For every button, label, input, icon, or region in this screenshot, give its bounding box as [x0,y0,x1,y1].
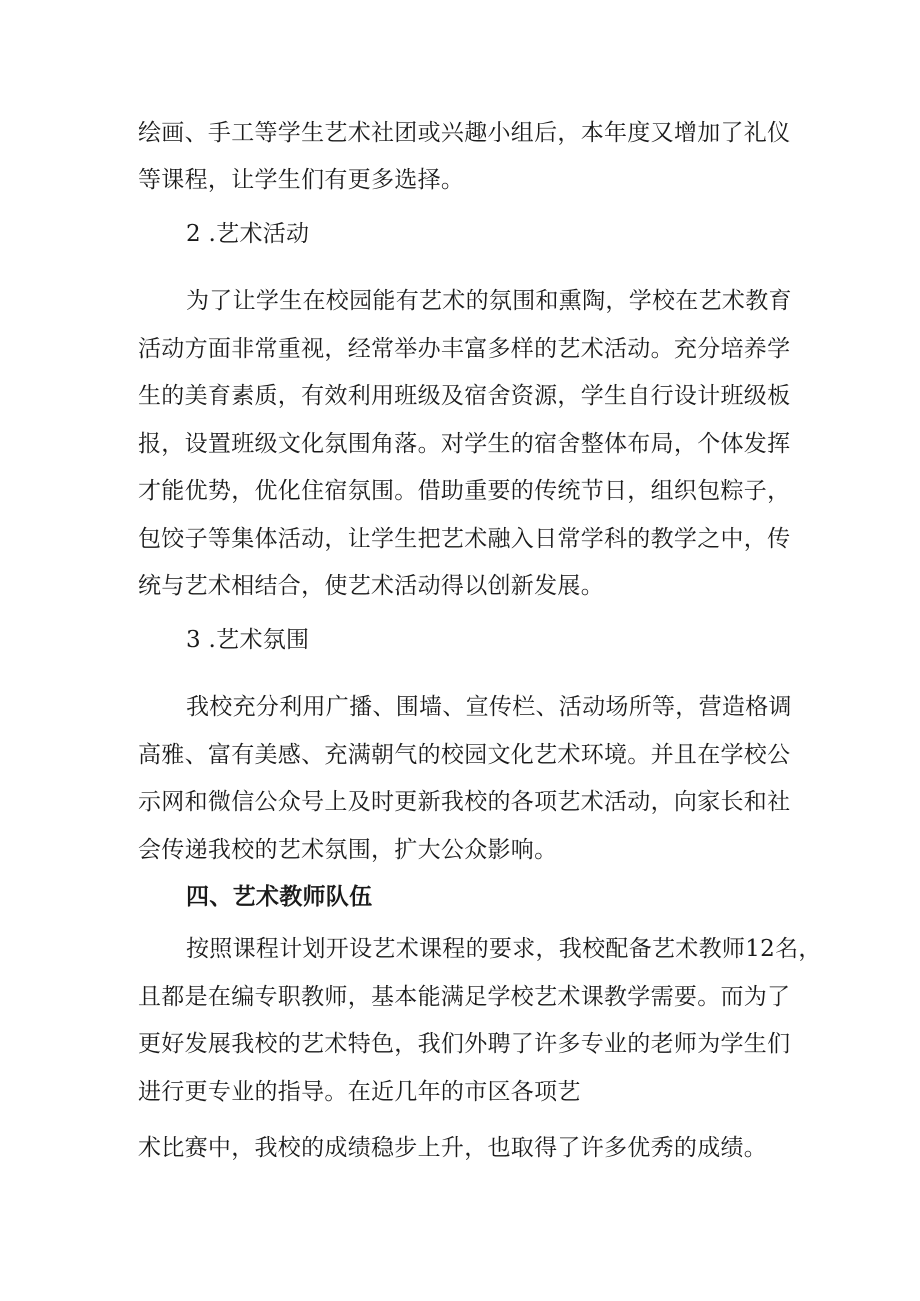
paragraph-line: 且都是在编专职教师，基本能满足学校艺术课教学需要。而为了 [138,984,791,1010]
paragraph-line: 活动方面非常重视，经常举办丰富多样的艺术活动。充分培养学 [138,336,791,362]
paragraph-line: 术比赛中，我校的成绩稳步上升，也取得了许多优秀的成绩。 [138,1135,768,1161]
paragraph-line: 为了让学生在校园能有艺术的氛围和熏陶，学校在艺术教育 [186,288,792,314]
paragraph-line: 高雅、富有美感、充满朝气的校园文化艺术环境。并且在学校公 [138,742,791,768]
paragraph-line: 统与艺术相结合，使艺术活动得以创新发展。 [138,573,604,599]
paragraph-line: 绘画、手工等学生艺术社团或兴趣小组后，本年度又增加了礼仪 [138,120,791,146]
paragraph-line: 等课程，让学生们有更多选择。 [138,167,465,193]
section-heading-art-atmosphere: 3 .艺术氛围 [186,627,310,653]
paragraph-line: 进行更专业的指导。在近几年的市区各项艺 [138,1079,581,1105]
paragraph-line: 才能优势，优化住宿氛围。借助重要的传统节日，组织包粽子， [138,478,791,504]
paragraph-line: 生的美育素质，有效利用班级及宿舍资源，学生自行设计班级板 [138,383,791,409]
paragraph-line: 我校充分利用广播、围墙、宣传栏、活动场所等，营造格调 [186,694,792,720]
paragraph-line: 报，设置班级文化氛围角落。对学生的宿舍整体布局，个体发挥 [138,431,791,457]
paragraph-line: 会传递我校的艺术氛围，扩大公众影响。 [138,837,558,863]
paragraph-line: 示网和微信公众号上及时更新我校的各项艺术活动，向家长和社 [138,789,791,815]
paragraph-line: 更好发展我校的艺术特色，我们外聘了许多专业的老师为学生们 [138,1031,791,1057]
section-heading-art-activities: 2 .艺术活动 [186,221,310,247]
paragraph-line: 按照课程计划开设艺术课程的要求，我校配备艺术教师12名， [186,936,822,962]
section-heading-art-teachers: 四、艺术教师队伍 [186,884,373,910]
paragraph-line: 包饺子等集体活动，让学生把艺术融入日常学科的教学之中，传 [138,526,791,552]
